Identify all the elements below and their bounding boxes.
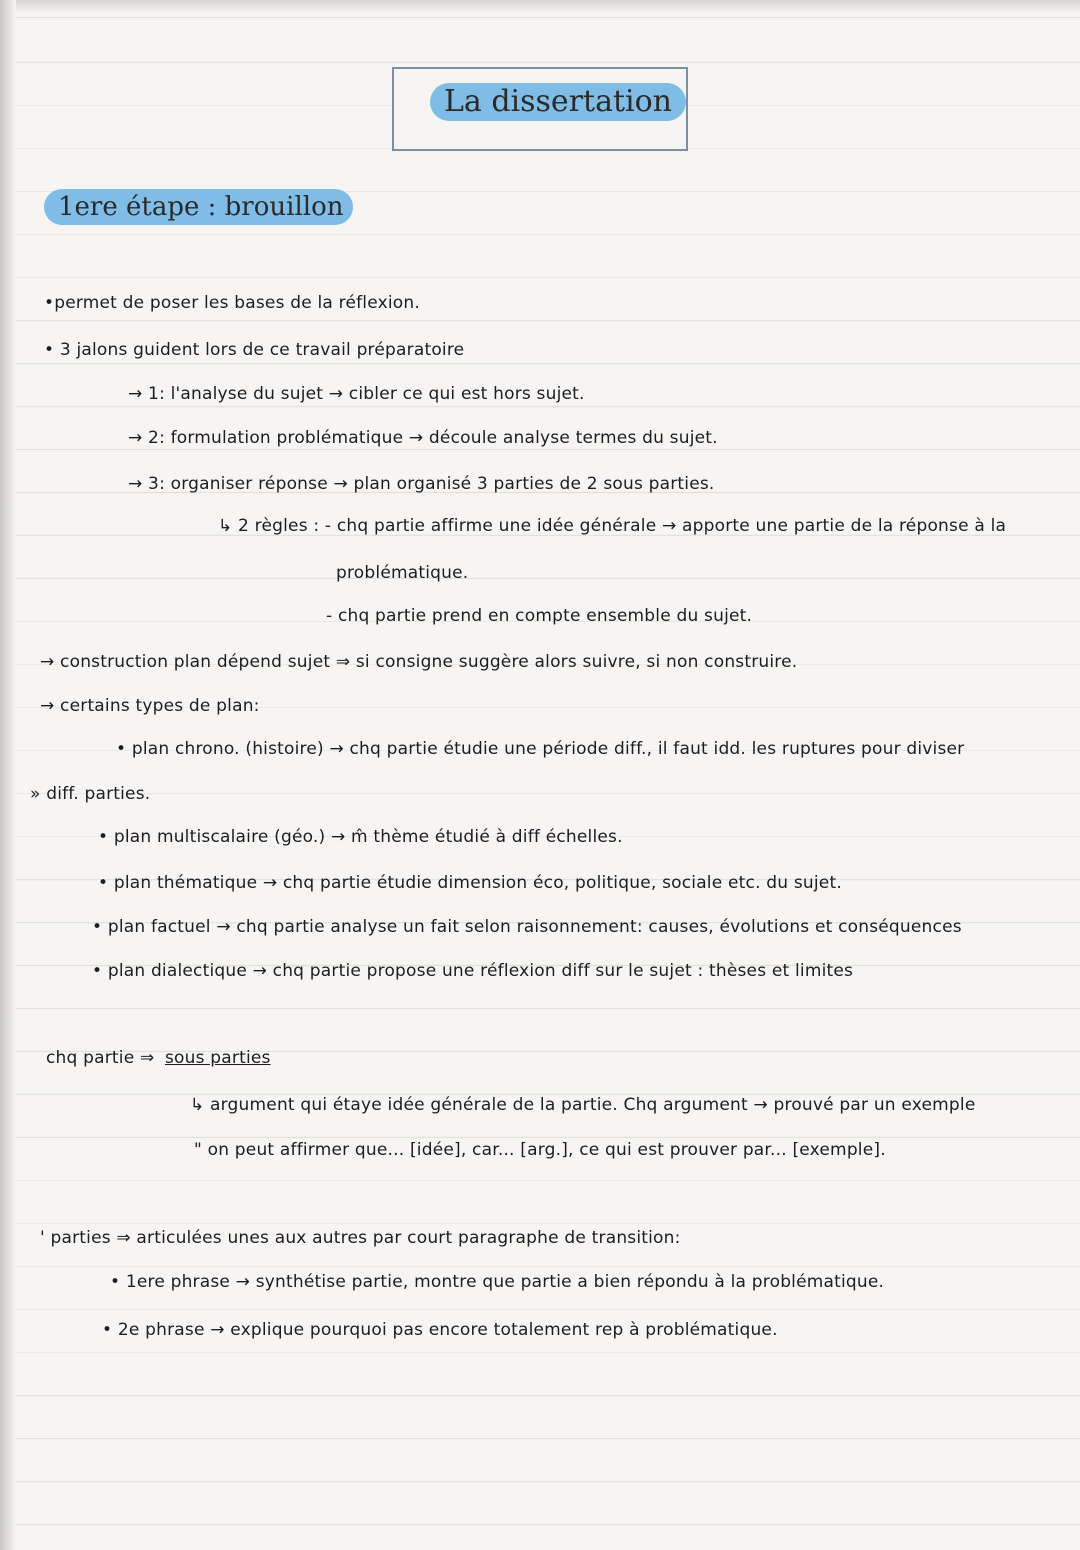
note-line: • plan multiscalaire (géo.) → m̂ thème étudié à diff échelles.	[98, 827, 623, 847]
note-line: ' parties ⇒ articulées unes aux autres par court paragraphe de transition:	[40, 1228, 681, 1248]
note-line: •permet de poser les bases de la réflexion.	[44, 293, 420, 313]
note-line: » diff. parties.	[30, 784, 151, 804]
note-line: → 2: formulation problématique → découle analyse termes du sujet.	[128, 428, 718, 448]
note-line: • plan thématique → chq partie étudie dimension éco, politique, sociale etc. du sujet.	[98, 873, 842, 893]
page-title: La dissertation	[430, 83, 686, 121]
note-line: • plan dialectique → chq partie propose une réflexion diff sur le sujet : thèses et limites	[92, 961, 854, 981]
note-line: ↳ argument qui étaye idée générale de la partie. Chq argument → prouvé par un exemple	[190, 1095, 976, 1115]
note-line: • plan chrono. (histoire) → chq partie étudie une période diff., il faut idd. les ruptures pour diviser	[116, 739, 965, 759]
step-heading: 1ere étape : brouillon	[44, 189, 353, 225]
note-line: " on peut affirmer que... [idée], car... [arg.], ce qui est prouver par... [exemple].	[194, 1140, 886, 1160]
page-edge-shadow-left	[0, 0, 16, 1550]
note-line: • 3 jalons guident lors de ce travail préparatoire	[44, 340, 465, 360]
note-line: chq partie ⇒	[46, 1048, 155, 1068]
title-box	[392, 67, 688, 151]
note-line: • plan factuel → chq partie analyse un fait selon raisonnement: causes, évolutions et conséquences	[92, 917, 962, 937]
note-line: • 2e phrase → explique pourquoi pas encore totalement rep à problématique.	[102, 1320, 778, 1340]
note-line-underlined: sous parties	[165, 1048, 271, 1068]
note-line: - chq partie prend en compte ensemble du sujet.	[326, 606, 753, 626]
note-line: ↳ 2 règles : - chq partie affirme une idée générale → apporte une partie de la réponse à la	[218, 516, 1007, 536]
note-line: → 3: organiser réponse → plan organisé 3 parties de 2 sous parties.	[128, 474, 715, 494]
note-line: → 1: l'analyse du sujet → cibler ce qui est hors sujet.	[128, 384, 585, 404]
page-edge-shadow-top	[0, 0, 1080, 14]
note-line: → certains types de plan:	[40, 696, 260, 716]
note-line: problématique.	[336, 563, 469, 583]
note-line: → construction plan dépend sujet ⇒ si consigne suggère alors suivre, si non construire.	[40, 652, 798, 672]
note-line: • 1ere phrase → synthétise partie, montre que partie a bien répondu à la problématique.	[110, 1272, 885, 1292]
